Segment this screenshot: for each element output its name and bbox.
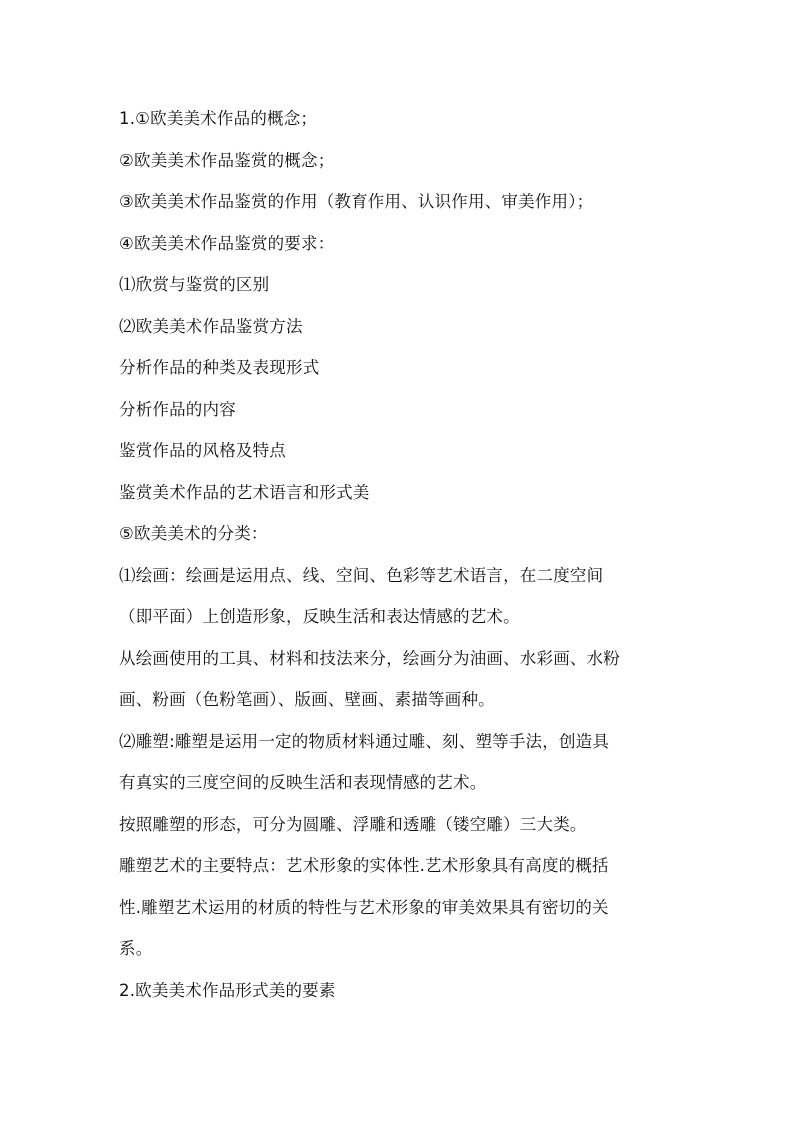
text-line: ③欧美美术作品鉴赏的作用（教育作用、认识作用、审美作用）； bbox=[119, 192, 594, 211]
text-line: ⑵欧美美术作品鉴赏方法 bbox=[119, 316, 303, 336]
text-line: 按照雕塑的形态，可分为圆雕、浮雕和透雕（镂空雕）三大类。 bbox=[119, 814, 587, 834]
text-line: 2.欧美美术作品形式美的要素 bbox=[119, 980, 336, 1000]
text-line: 分析作品的内容 bbox=[119, 399, 236, 419]
text-line: 画、粉画（色粉笔画）、版画、壁画、素描等画种。 bbox=[119, 690, 495, 709]
text-line: 性.雕塑艺术运用的材质的特性与艺术形象的审美效果具有密切的关 bbox=[119, 897, 609, 917]
text-line: ④欧美美术作品鉴赏的要求： bbox=[119, 233, 335, 253]
text-line: 鉴赏美术作品的艺术语言和形式美 bbox=[119, 482, 370, 502]
text-line: ⑴欣赏与鉴赏的区别 bbox=[119, 275, 270, 294]
text-line: ⑵雕塑:雕塑是运用一定的物质材料通过雕、刻、塑等手法，创造具 bbox=[119, 731, 610, 751]
text-line: ②欧美美术作品鉴赏的概念； bbox=[119, 150, 335, 170]
text-line: 系。 bbox=[119, 939, 153, 958]
text-line: ⑤欧美美术的分类： bbox=[119, 524, 268, 543]
text-line: 分析作品的种类及表现形式 bbox=[119, 358, 320, 377]
text-line: （即平面）上创造形象，反映生活和表达情感的艺术。 bbox=[119, 607, 520, 626]
text-line: 鉴赏作品的风格及特点 bbox=[119, 441, 286, 460]
document-body bbox=[119, 98, 679, 1011]
text-line: 1.①欧美美术作品的概念； bbox=[119, 109, 318, 128]
text-line: 有真实的三度空间的反映生活和表现情感的艺术。 bbox=[119, 773, 487, 792]
text-line: 雕塑艺术的主要特点：艺术形象的实体性.艺术形象具有高度的概括 bbox=[119, 856, 609, 875]
text-line: 从绘画使用的工具、材料和技法来分，绘画分为油画、水彩画、水粉 bbox=[119, 648, 620, 668]
text-line: ⑴绘画：绘画是运用点、线、空间、色彩等艺术语言，在二度空间 bbox=[119, 565, 604, 585]
